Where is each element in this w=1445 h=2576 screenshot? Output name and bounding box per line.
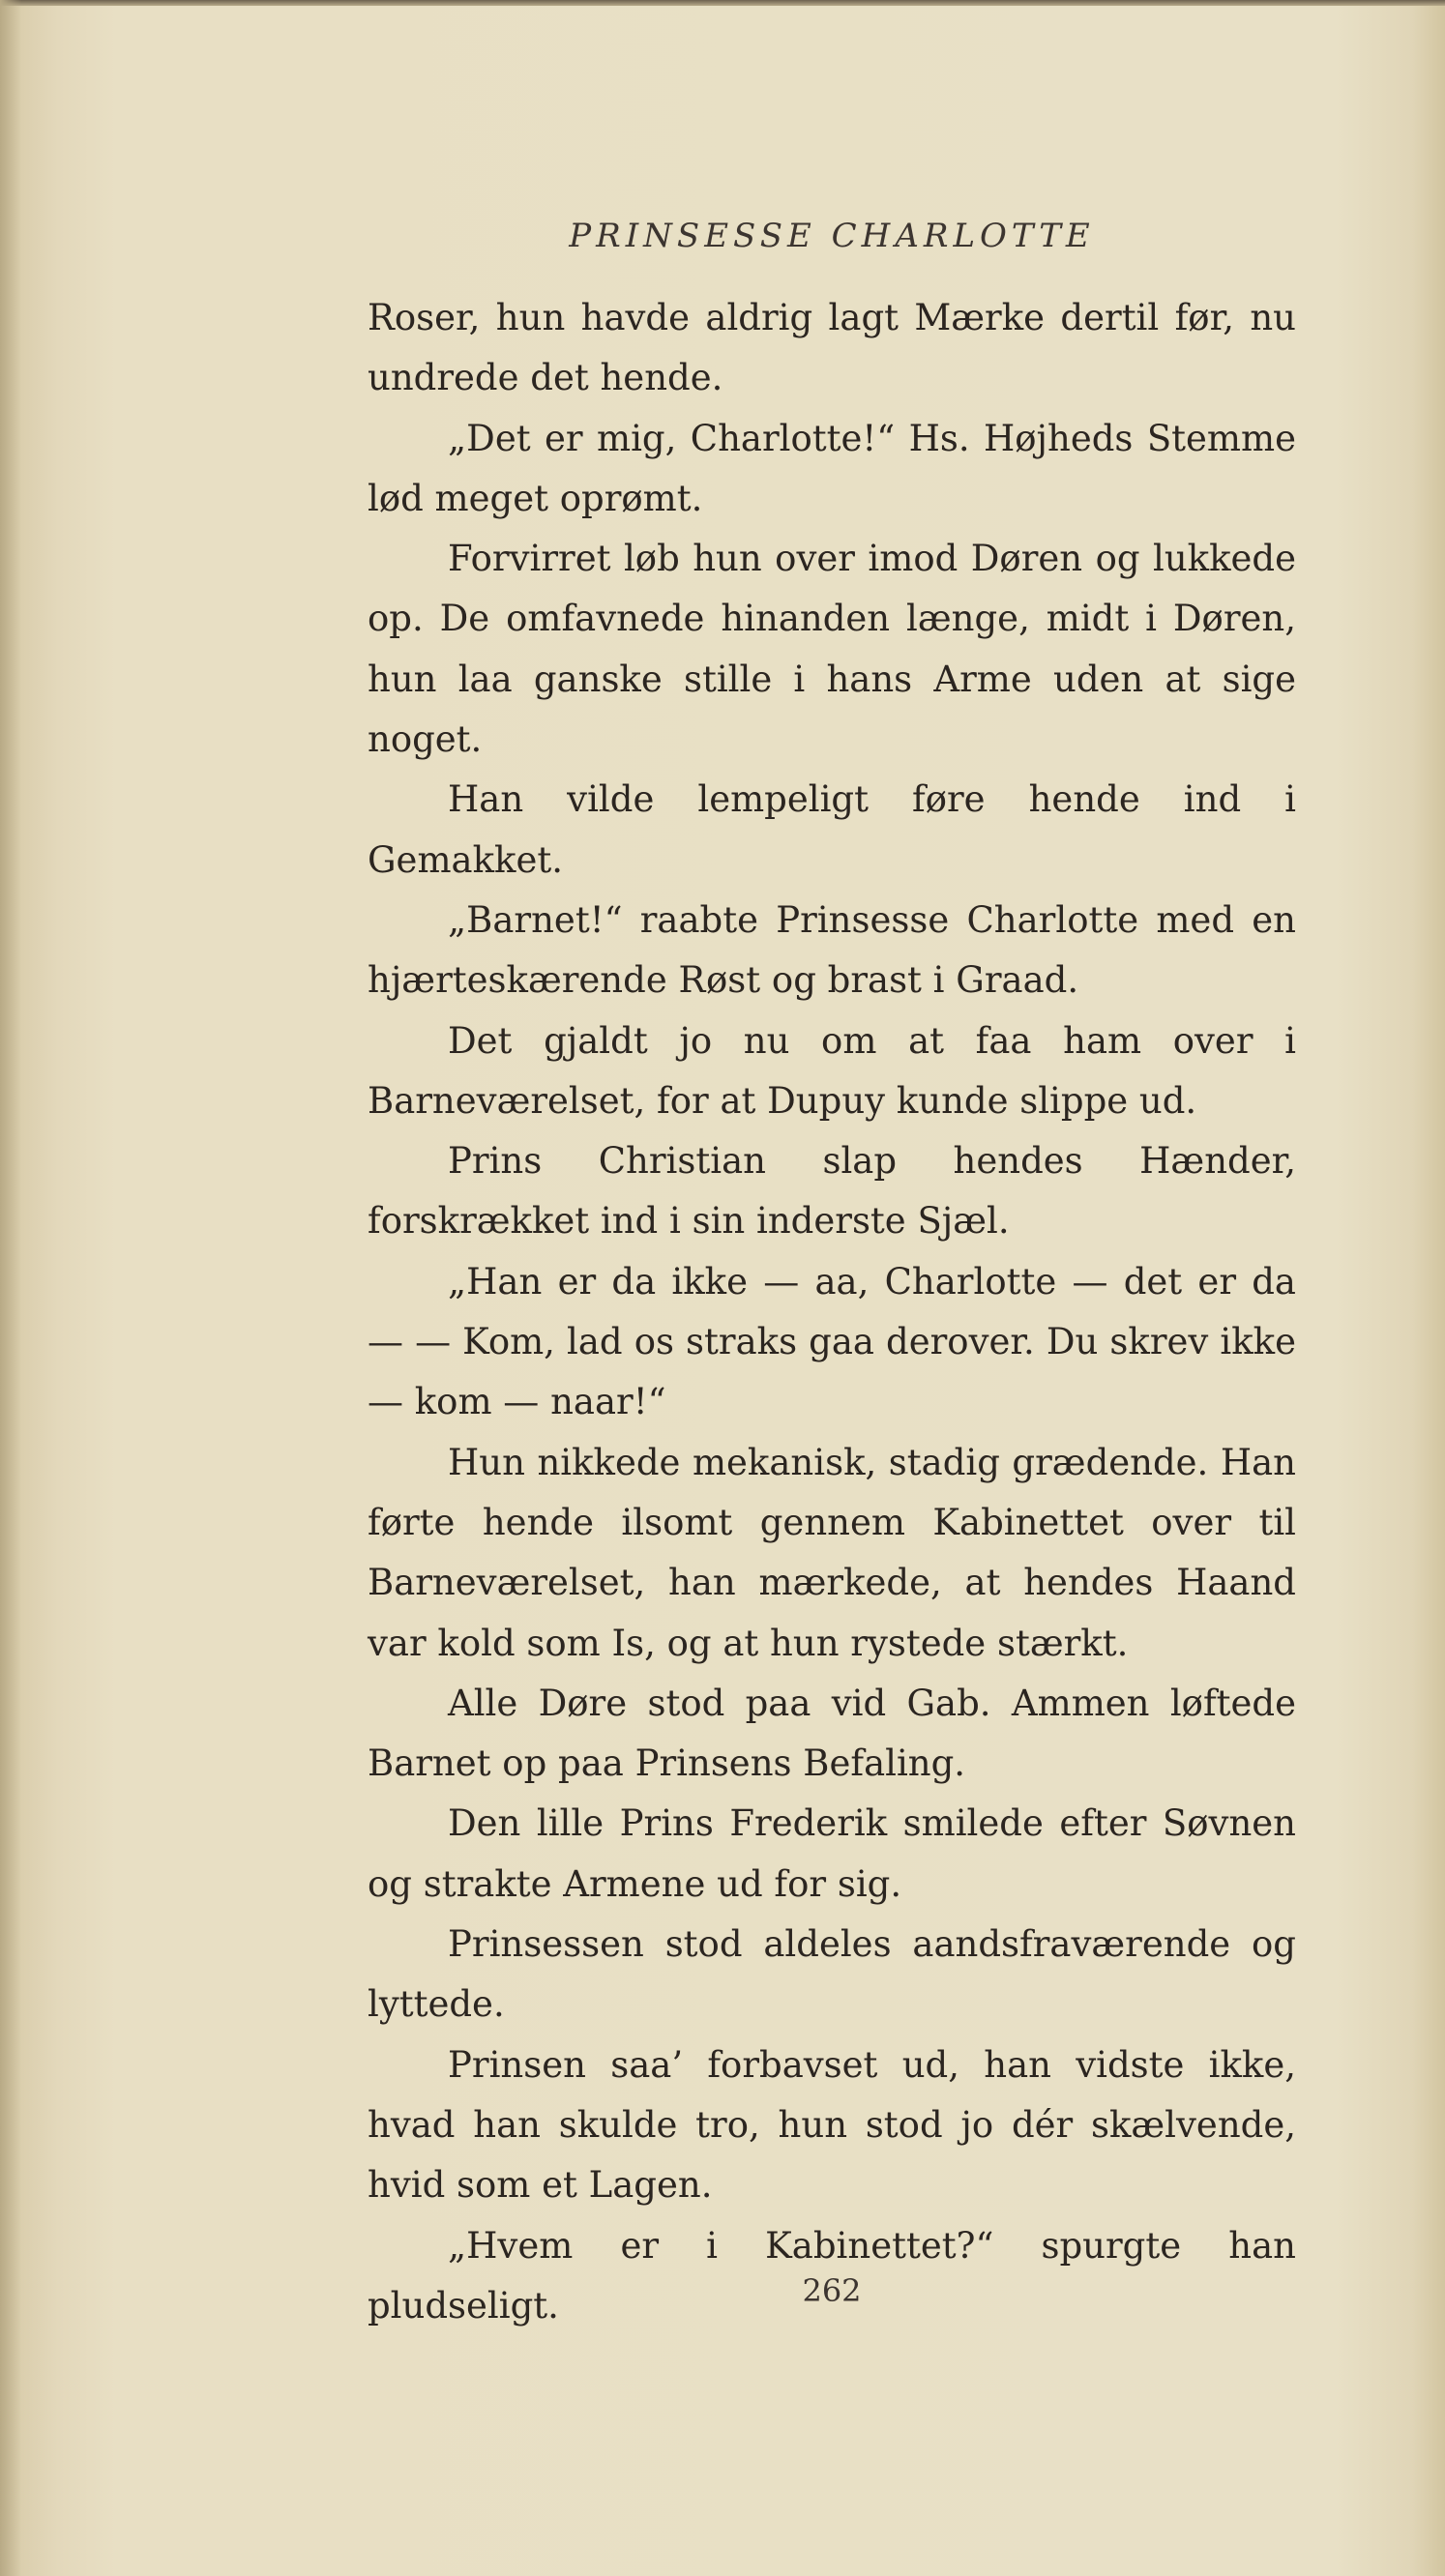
paragraph: „Barnet!“ raabte Prinsesse Charlotte med en hjærteskærende Røst og brast i Graad. (368, 898, 1296, 1002)
running-head: PRINSESSE CHARLOTTE (569, 217, 1095, 255)
paragraph: Prinsessen stod aldeles aandsfraværende og lyttede. (368, 1923, 1296, 2026)
paragraph: Hun nikkede mekanisk, stadig grædende. Han førte hende ilsomt gennem Kabinettet over til Barneværelset, han mærkede, at hendes Haand var kold som Is, og at hun rystede stærkt. (368, 1441, 1296, 1664)
paragraph: „Han er da ikke — aa, Charlotte — det er da — — Kom, lad os straks gaa derover. Du skrev ikke — kom — naar!“ (368, 1260, 1296, 1423)
book-page (368, 213, 1296, 2336)
paragraph: Alle Døre stod paa vid Gab. Ammen løftede Barnet op paa Prinsens Befaling. (368, 1682, 1296, 1785)
paragraph: Roser, hun havde aldrig lagt Mærke dertil før, nu undrede det hende. (368, 297, 1296, 399)
paragraph: Han vilde lempeligt føre hende ind i Gemakket. (368, 778, 1296, 881)
paragraph: Prins Christian slap hendes Hænder, forskrækket ind i sin inderste Sjæl. (368, 1140, 1296, 1243)
paragraph: Den lille Prins Frederik smilede efter Søvnen og strakte Armene ud for sig. (368, 1802, 1296, 1905)
page-top-edge (0, 0, 1445, 6)
paragraph: „Hvem er i Kabinettet?“ spurgte han pludseligt. (368, 2224, 1296, 2327)
paragraph: Forvirret løb hun over imod Døren og lukkede op. De omfavnede hinanden længe, midt i Døren, hun laa ganske stille i hans Arme uden at sige noget. (368, 538, 1296, 761)
gutter-shadow (0, 0, 21, 2576)
paragraph: Prinsen saa’ forbavset ud, han vidste ikke, hvad han skulde tro, hun stod jo dér skælvende, hvid som et Lagen. (368, 2043, 1296, 2207)
paragraph: „Det er mig, Charlotte!“ Hs. Højheds Stemme lød meget oprømt. (368, 417, 1296, 519)
paragraph: Det gjaldt jo nu om at faa ham over i Barneværelset, for at Dupuy kunde slippe ud. (368, 1019, 1296, 1122)
body-text (368, 288, 1296, 2336)
page-number: 262 (802, 2272, 862, 2309)
